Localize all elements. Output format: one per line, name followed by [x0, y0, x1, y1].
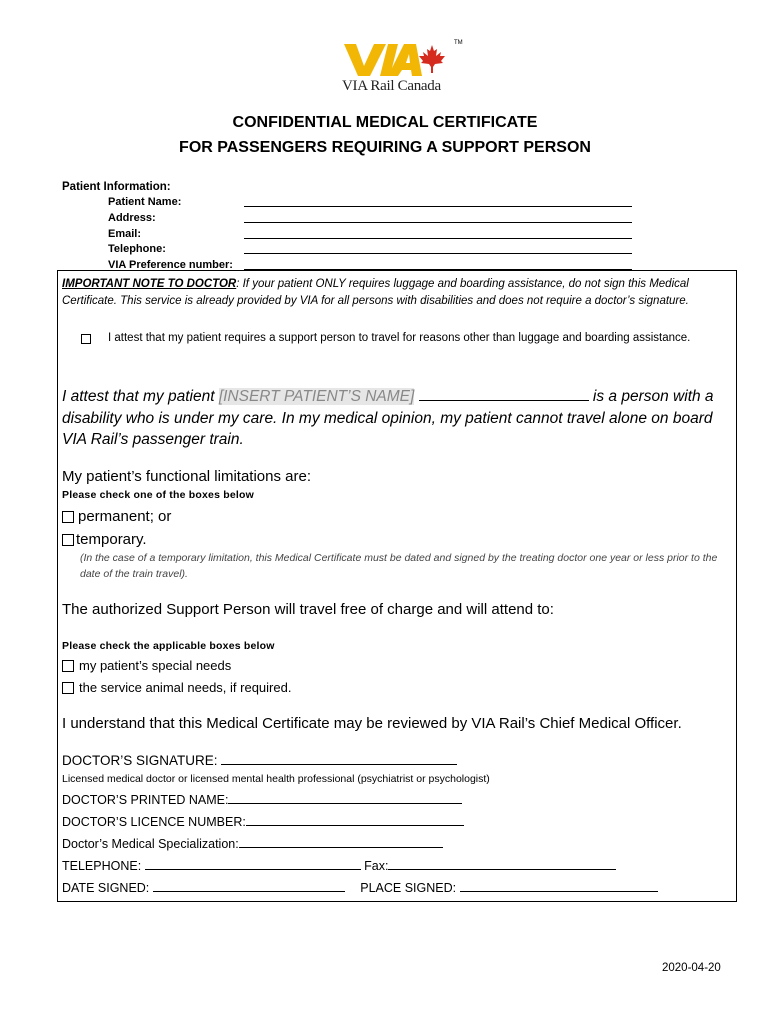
via-preference-label: VIA Preference number:	[108, 259, 233, 271]
telephone-fax-row	[62, 859, 616, 873]
certificate-box	[57, 270, 737, 902]
support-hint: Please check the applicable boxes below	[62, 640, 275, 652]
patient-info-heading: Patient Information:	[62, 181, 171, 193]
luggage-attest-checkbox[interactable]	[81, 330, 91, 348]
title-line-1: CONFIDENTIAL MEDICAL CERTIFICATE	[232, 114, 538, 131]
signature-note: Licensed medical doctor or licensed mental health professional (psychiatrist or psychologist)	[62, 773, 490, 785]
important-note-label: IMPORTANT NOTE TO DOCTOR	[62, 278, 237, 290]
email-line[interactable]	[244, 238, 632, 239]
service-animal-option[interactable]	[62, 680, 291, 695]
address-line[interactable]	[244, 222, 632, 223]
trademark: TM	[454, 40, 463, 46]
special-needs-option[interactable]	[62, 658, 231, 673]
specialization-row	[62, 837, 443, 851]
patient-name-placeholder[interactable]: [INSERT PATIENT’S NAME]	[218, 388, 415, 405]
service-animal-label: the service animal needs, if required.	[79, 680, 292, 695]
special-needs-label: my patient’s special needs	[79, 658, 232, 673]
signature-row	[62, 753, 457, 768]
printed-name-label: DOCTOR’S PRINTED NAME:	[62, 793, 229, 807]
temporary-label: temporary.	[76, 531, 147, 548]
brand-name: VIA Rail Canada	[342, 78, 441, 94]
doctor-telephone-label: TELEPHONE:	[62, 859, 142, 873]
patient-name-label: Patient Name:	[108, 196, 182, 208]
date-signed-line[interactable]	[153, 891, 345, 892]
telephone-line[interactable]	[244, 253, 632, 254]
place-signed-line[interactable]	[460, 891, 658, 892]
permanent-option[interactable]	[62, 508, 171, 525]
luggage-attest-text: I attest that my patient requires a support person to travel for reasons other than luggage and boarding assistance.	[108, 332, 691, 344]
licence-row	[62, 815, 464, 829]
special-needs-checkbox[interactable]	[62, 660, 74, 672]
fax-label: Fax:	[364, 859, 389, 873]
signature-line[interactable]	[221, 764, 457, 765]
service-animal-checkbox[interactable]	[62, 682, 74, 694]
date-signed-label: DATE SIGNED:	[62, 881, 150, 895]
understand-statement: I understand that this Medical Certificate may be reviewed by VIA Rail’s Chief Medical Officer.	[62, 715, 682, 732]
support-heading: The authorized Support Person will travel free of charge and will attend to:	[62, 601, 554, 618]
email-label: Email:	[108, 228, 142, 240]
temporary-option[interactable]	[62, 531, 147, 548]
fax-line[interactable]	[388, 869, 616, 870]
licence-line[interactable]	[246, 825, 464, 826]
address-label: Address:	[108, 212, 156, 224]
place-signed-label: PLACE SIGNED:	[360, 881, 457, 895]
document-date: 2020-04-20	[662, 962, 721, 974]
title-line-2: FOR PASSENGERS REQUIRING A SUPPORT PERSON	[179, 139, 591, 156]
patient-name-inline-line[interactable]	[419, 400, 589, 401]
telephone-label: Telephone:	[108, 243, 166, 255]
attest-prefix: I attest that my patient	[62, 388, 219, 405]
printed-name-row	[62, 793, 462, 807]
date-place-row	[62, 881, 658, 895]
temporary-note: (In the case of a temporary limitation, this Medical Certificate must be dated and signed by the treating doctor one year or less prior to the date of the train travel).	[80, 552, 718, 580]
limitations-hint: Please check one of the boxes below	[62, 489, 254, 501]
limitations-heading: My patient’s functional limitations are:	[62, 468, 312, 485]
licence-label: DOCTOR’S LICENCE NUMBER:	[62, 815, 246, 829]
attest-statement	[62, 386, 732, 451]
important-note-text: : If your patient ONLY requires luggage and boarding assistance, do not sign this Medical Certificate. This service is already provided by VIA for all persons with disabilities and does not require a doctor’s signature.	[62, 278, 689, 307]
important-note	[62, 276, 722, 309]
attest-suffix: is a person with a disability who is under my care. In my medical opinion, my patient cannot travel alone on board VIA Rail’s passenger train.	[62, 388, 714, 448]
patient-name-line[interactable]	[244, 206, 632, 207]
permanent-checkbox[interactable]	[62, 511, 74, 523]
permanent-label: permanent; or	[78, 508, 172, 525]
temporary-checkbox[interactable]	[62, 534, 74, 546]
doctor-telephone-line[interactable]	[145, 869, 361, 870]
specialization-line[interactable]	[239, 847, 443, 848]
specialization-label: Doctor’s Medical Specialization:	[62, 837, 239, 851]
signature-label: DOCTOR’S SIGNATURE:	[62, 753, 218, 768]
printed-name-line[interactable]	[228, 803, 462, 804]
maple-leaf-icon	[418, 44, 446, 79]
